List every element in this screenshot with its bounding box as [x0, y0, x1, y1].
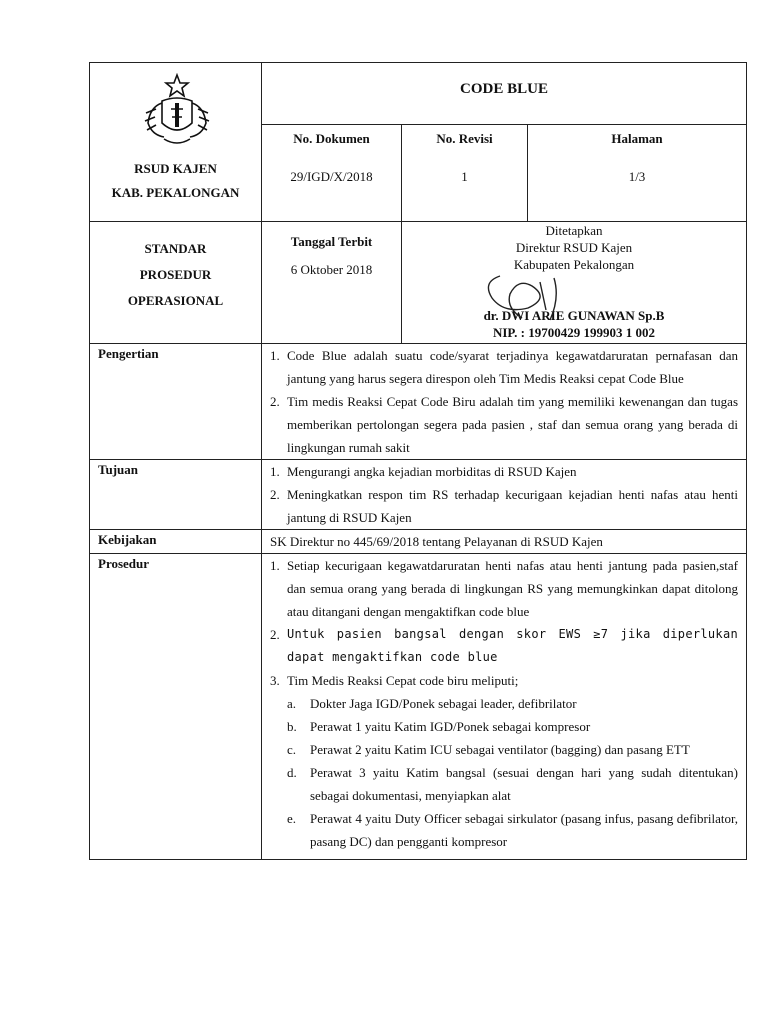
- kebijakan-content: SK Direktur no 445/69/2018 tentang Pelayanan di RSUD Kajen: [262, 530, 747, 554]
- prosedur-label: Prosedur: [90, 554, 262, 860]
- list-item: 2. Untuk pasien bangsal dengan skor EWS ≥7 jika diperlukan dapat mengaktifkan code blue: [270, 627, 739, 664]
- list-item: 2. Meningkatkan respon tim RS terhadap kecurigaan kejadian henti nafas atau henti jantung di RSUD Kajen: [270, 487, 739, 525]
- issue-date-label: Tanggal Terbit: [290, 234, 373, 249]
- sub-list-item: c. Perawat 2 yaitu Katim ICU sebagai ventilator (bagging) dan pasang ETT: [287, 742, 690, 757]
- doc-no-value: 29/IGD/X/2018: [290, 169, 373, 184]
- revision-cell: [402, 125, 528, 222]
- revision-value: 1: [461, 169, 468, 184]
- regency-emblem-icon: [142, 73, 212, 147]
- approval-line1: Ditetapkan: [545, 223, 603, 238]
- signer-name: dr. DWI ARIE GUNAWAN Sp.B: [483, 308, 665, 323]
- doc-no-label: No. Dokumen: [293, 131, 370, 146]
- sub-list-item: a. Dokter Jaga IGD/Ponek sebagai leader, defibrilator: [287, 696, 577, 711]
- sub-list-item: b. Perawat 1 yaitu Katim IGD/Ponek sebagai kompresor: [287, 719, 591, 734]
- document-title: CODE BLUE: [460, 81, 548, 97]
- pengertian-label: Pengertian: [90, 344, 262, 460]
- sub-list-item: d. Perawat 3 yaitu Katim bangsal (sesuai dengan hari yang sudah ditentukan) sebagai dokumentasi, menyiapkan alat: [287, 765, 739, 803]
- approval-line3: Kabupaten Pekalongan: [513, 257, 635, 272]
- sub-list-item: e. Perawat 4 yaitu Duty Officer sebagai sirkulator (pasang infus, pasang defibrilator, pasang DC) dan pengganti kompresor: [287, 811, 739, 849]
- issue-date-cell: [262, 222, 402, 344]
- page-cell: [528, 125, 747, 222]
- pengertian-content: [262, 344, 747, 460]
- signature-image: [470, 268, 580, 328]
- list-item: 2. Tim medis Reaksi Cepat Code Biru adalah tim yang memiliki kewenangan dan tugas memberikan pertolongan segera pada pasien , staf dan semua orang yang berada di lingkungan rumah sakit: [270, 394, 739, 455]
- sop-table: [89, 62, 747, 860]
- sop-line1: STANDAR: [144, 241, 207, 256]
- list-item: 3. Tim Medis Reaksi Cepat code biru meliputi;: [270, 673, 519, 688]
- list-item: 1. Code Blue adalah suatu code/syarat terjadinya kegawatdaruratan pernafasan dan jantung yang harus segera direspon oleh Tim Medis Reaksi cepat Code Blue: [270, 348, 739, 386]
- kebijakan-label: Kebijakan: [90, 530, 262, 554]
- issue-date-value: 6 Oktober 2018: [290, 262, 373, 277]
- page-value: 1/3: [628, 169, 646, 184]
- list-item: 1. Setiap kecurigaan kegawatdaruratan henti nafas atau henti jantung pada pasien,staf dan semua orang yang berada di lingkungan RS yang memungkinkan dapat ditolong atau ditangani dengan mengaktifkan code blue: [270, 558, 739, 619]
- list-item: 1. Mengurangi angka kejadian morbiditas di RSUD Kajen: [270, 464, 577, 479]
- doc-no-cell: [262, 125, 402, 222]
- signer-nip: NIP. : 19700429 199903 1 002: [492, 325, 656, 340]
- revision-label: No. Revisi: [436, 131, 493, 146]
- title-cell: [262, 63, 747, 125]
- sop-line2: PROSEDUR: [139, 267, 212, 282]
- page-label: Halaman: [611, 131, 663, 146]
- sop-label-cell: [90, 222, 262, 344]
- org-name-line2: KAB. PEKALONGAN: [111, 185, 240, 200]
- tujuan-label: Tujuan: [90, 460, 262, 530]
- prosedur-content: [262, 554, 747, 860]
- sop-line3: OPERASIONAL: [127, 293, 224, 308]
- approval-line2: Direktur RSUD Kajen: [515, 240, 633, 255]
- tujuan-content: [262, 460, 747, 530]
- org-cell: [90, 63, 262, 222]
- org-name-line1: RSUD KAJEN: [134, 161, 217, 176]
